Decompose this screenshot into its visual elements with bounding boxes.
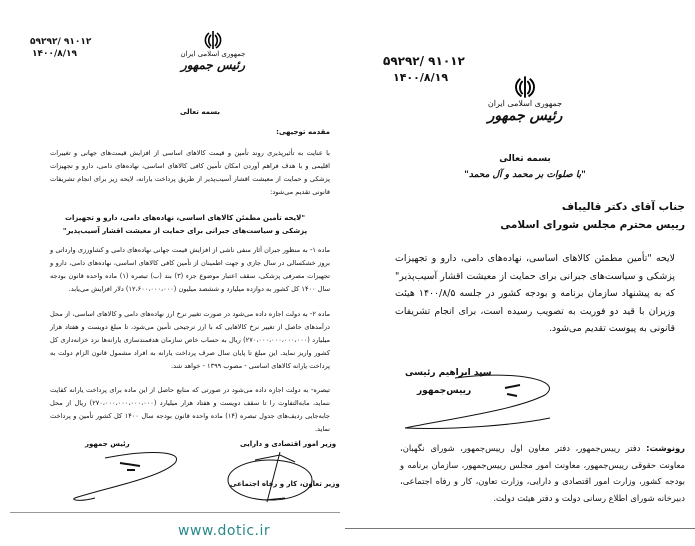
minister-economy-title: وزیر امور اقتصادی و دارایی bbox=[240, 440, 337, 448]
iran-emblem-icon bbox=[202, 30, 224, 50]
ministers-signature-icon bbox=[225, 450, 325, 505]
note-clause: تبصره- به دولت اجازه داده می‌شود در صورتی که منابع حاصل از این ماده برای پرداخت یارانه کفایت ننماید، مابه‌التفاوت را تا سقف دویست و هفتاد هزار میلیارد (۲۷۰،۰۰۰،۰۰۰،۰۰۰،۰۰۰) ریال از محل جابه‌جایی ردیف‌های جدول تبصره (۱۴) ماده واحده قانون بودجه سال ۱۴۰۰ کل کشور تأمین و پرداخت نماید. bbox=[50, 386, 331, 433]
left-basmala: بسمه تعالی bbox=[179, 108, 221, 116]
addressee-name: جناب آقای دکتر قالیباف bbox=[561, 201, 685, 213]
left-president-title: رئیس جمهور bbox=[85, 440, 130, 448]
right-date: ۱۴۰۰/۸/۱۹ bbox=[393, 71, 449, 84]
left-emblem-line1: جمهوری اسلامی ایران bbox=[180, 50, 246, 58]
left-president-signature-icon bbox=[65, 448, 195, 503]
salawat: "با صلوات بر محمد و آل محمد" bbox=[464, 170, 586, 180]
article-2: ماده ۲- به دولت اجازه داده می‌شود در صورت تغییر نرخ ارز نهاده‌های دامی و کالاهای اساسی، از محل درآمدهای حاصل از تغییر نرخ کالاهایی که با ارز ترجیحی تأمین می‌شود، تا مبلغ دویست و هفتاد هزار میلیارد (۲۷۰،۰۰۰،۰۰۰،۰۰۰،۰۰۰) ریال به حساب خاص سازمان هدفمندسازی یارانه‌ها نزد خزانه‌داری کل کشور واریز نماید. این مبلغ تا پایان سال صرف پرداخت یارانه به افراد مشمول قانون الزام دولت به پرداخت یارانه کالاهای اساسی - مصوب ۱۳۹۹ - خواهد شد. bbox=[50, 310, 330, 370]
signer-title: رییس‌جمهور bbox=[417, 386, 472, 396]
addressee-title: رییس محترم مجلس شورای اسلامی bbox=[500, 219, 685, 231]
right-ref-number: ۵۹۲۹۲/ ۹۱۰۱۲ bbox=[383, 54, 465, 68]
bill-title: "لایحه تأمین مطمئن کالاهای اساسی، نهاده‌های دامی، دارو و تجهیزات پزشکی و سیاست‌های جبرانی برای حمایت از معیشت اقشار آسیب‌پذیر" bbox=[62, 214, 308, 235]
signer-name: سید ابراهیم رئیسی bbox=[405, 368, 492, 378]
left-emblem-line2: رئیس جمهور bbox=[180, 58, 246, 72]
iran-emblem-icon bbox=[512, 75, 538, 99]
left-date: ۱۴۰۰/۸/۱۹ bbox=[32, 49, 78, 59]
right-emblem bbox=[470, 75, 580, 124]
cc-block bbox=[400, 440, 685, 506]
left-page-bottom-rule bbox=[10, 512, 340, 513]
right-emblem-line2: رئیس جمهور bbox=[487, 108, 563, 124]
intro-text: با عنایت به تأثیرپذیری روند تأمین و قیمت کالاهای اساسی از افزایش قیمت‌های جهانی و تغییرات اقلیمی و با هدف فراهم آوردن امکان تأمین کافی کالاهای اساسی، نهاده‌های دامی، دارو و تجهیزات پزشکی و حمایت از معیشت اقشار آسیب‌پذیر از طریق پرداخت یارانه، لایحه زیر برای انجام تشریفات قانونی تقدیم می‌شود: bbox=[50, 149, 330, 196]
left-document-page bbox=[0, 0, 340, 546]
president-signature-icon bbox=[395, 370, 565, 430]
right-emblem-line1: جمهوری اسلامی ایران bbox=[487, 99, 563, 108]
right-page-bottom-rule bbox=[345, 528, 695, 529]
cc-text: دفتر رییس‌جمهور، دفتر معاون اول رییس‌جمهور، شورای نگهبان، معاونت حقوقی رییس‌جمهور، معاونت امور مجلس رییس‌جمهور، سازمان برنامه و بودجه کشور، وزارت امور اقتصادی و دارایی، وزارت تعاون، کار و رفاه اجتماعی، دبیرخانه شورای اطلاع رسانی دولت و دفتر هیئت دولت. bbox=[400, 443, 685, 503]
article-1: ماده ۱- به منظور جبران آثار منفی ناشی از افزایش قیمت جهانی نهاده‌های دامی و کشاورزی وارداتی و بروز خشکسالی در سال جاری و جهت اطمینان از تأمین کافی کالاهای اساسی، نهاده‌های دامی، دارو و تجهیزات مصرفی پزشکی، سقف اعتبار موضوع جزء (۳) بند (ب) تبصره (۱) ماده واحده قانون بودجه سال ۱۴۰۰ کل کشور به دوازده میلیارد و ششصد میلیون (۱۲،۶۰۰،۰۰۰،۰۰۰) دلار افزایش می‌یابد. bbox=[50, 246, 330, 293]
footer-website-link[interactable]: www.dotic.ir bbox=[178, 523, 271, 539]
cc-label: رونوشت: bbox=[646, 443, 685, 453]
left-emblem bbox=[168, 30, 258, 72]
intro-heading: مقدمه توجیهی: bbox=[276, 128, 330, 136]
left-ref-number: ۵۹۲۹۲/ ۹۱۰۱۲ bbox=[30, 37, 92, 47]
cover-letter-body: لایحه "تأمین مطمئن کالاهای اساسی، نهاده‌های دامی، دارو و تجهیزات پزشکی و سیاست‌های جبرانی برای حمایت از معیشت اقشار آسیب‌پذیر" که به پیشنهاد سازمان برنامه و بودجه کشور در جلسه ۱۴۰۰/۸/۵ هیئت وزیران با قید دو فوریت به تصویب رسیده است، برای انجام تشریفات قانونی به پیوست تقدیم می‌شود. bbox=[395, 253, 675, 334]
right-basmala: بسمه تعالی bbox=[499, 154, 551, 164]
right-document-page bbox=[345, 0, 695, 546]
minister-welfare-title: وزیر تعاون، کار و رفاه اجتماعی bbox=[230, 480, 340, 488]
